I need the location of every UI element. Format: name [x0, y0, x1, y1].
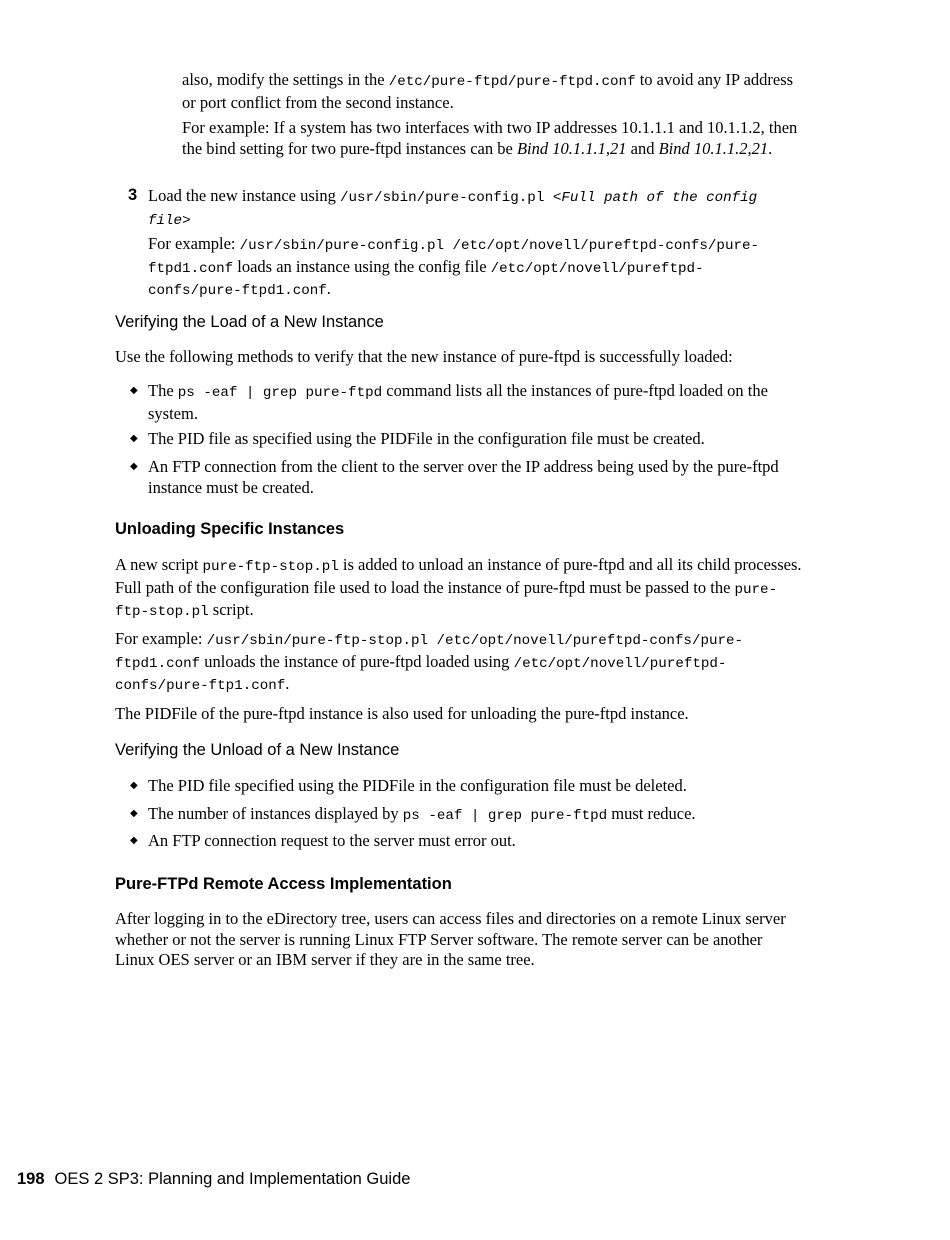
verify-load-heading: Verifying the Load of a New Instance	[115, 313, 384, 331]
step-number: 3	[128, 186, 138, 204]
page-number: 198	[17, 1170, 45, 1188]
verify-load-intro: Use the following methods to verify that the new instance of pure-ftpd is successfully loaded:	[115, 347, 733, 366]
verify-load-item-2: The PID file as specified using the PIDFile in the configuration file must be created.	[148, 429, 705, 448]
unloading-paragraph-2: For example: /usr/sbin/pure-ftp-stop.pl /etc/opt/novell/pureftpd-confs/pure-ftpd1.conf unloads the instance of pure-ftpd loaded using /etc/opt/novell/pureftpd-confs/pure-ftp1.conf.	[115, 629, 744, 694]
intro-paragraph-1: also, modify the settings in the /etc/pure-ftpd/pure-ftpd.conf to avoid any IP address or port conflict from the second instance.	[182, 70, 794, 112]
step-3-example: For example: /usr/sbin/pure-config.pl /etc/opt/novell/pureftpd-confs/pure-ftpd1.conf loads an instance using the config file /etc/opt/novell/pureftpd-confs/pure-ftpd1.conf.	[148, 234, 760, 299]
remote-heading: Pure-FTPd Remote Access Implementation	[115, 875, 452, 893]
document-title: OES 2 SP3: Planning and Implementation Guide	[54, 1170, 411, 1188]
bullet-icon: ◆	[130, 433, 138, 444]
bullet-icon: ◆	[130, 808, 138, 819]
verify-load-item-1: The ps -eaf | grep pure-ftpd command lists all the instances of pure-ftpd loaded on the system.	[148, 381, 768, 423]
remote-paragraph: After logging in to the eDirectory tree, users can access files and directories on a remote Linux server whether or not the server is running Linux FTP Server software. The remote server can be another Linux OES server or an IBM server if they are in the same tree.	[115, 909, 786, 969]
verify-unload-item-2: The number of instances displayed by ps -eaf | grep pure-ftpd must reduce.	[148, 804, 696, 824]
bullet-icon: ◆	[130, 780, 138, 791]
page-footer	[17, 1170, 410, 1189]
verify-load-item-3: An FTP connection from the client to the server over the IP address being used by the pure-ftpd instance must be created.	[148, 457, 779, 497]
unloading-heading: Unloading Specific Instances	[115, 520, 345, 538]
verify-unload-item-1: The PID file specified using the PIDFile in the configuration file must be deleted.	[148, 776, 687, 795]
verify-unload-item-3: An FTP connection request to the server must error out.	[148, 831, 516, 850]
bullet-icon: ◆	[130, 461, 138, 472]
verify-unload-heading: Verifying the Unload of a New Instance	[115, 741, 400, 759]
intro-paragraph-2: For example: If a system has two interfaces with two IP addresses 10.1.1.1 and 10.1.1.2, then the bind setting for two pure-ftpd instances can be Bind 10.1.1.1,21 and Bind 10.1.1.2,21.	[182, 118, 798, 158]
bullet-icon: ◆	[130, 385, 138, 396]
unloading-paragraph-3: The PIDFile of the pure-ftpd instance is also used for unloading the pure-ftpd instance.	[115, 704, 689, 723]
unloading-paragraph-1: A new script pure-ftp-stop.pl is added to unload an instance of pure-ftpd and all its child processes. Full path of the configuration file used to load the instance of pure-ftpd must be passed to the pure-ftp-stop.pl script.	[115, 555, 802, 620]
bullet-icon: ◆	[130, 835, 138, 846]
step-3-text: Load the new instance using /usr/sbin/pure-config.pl <Full path of the config file>	[148, 186, 758, 229]
